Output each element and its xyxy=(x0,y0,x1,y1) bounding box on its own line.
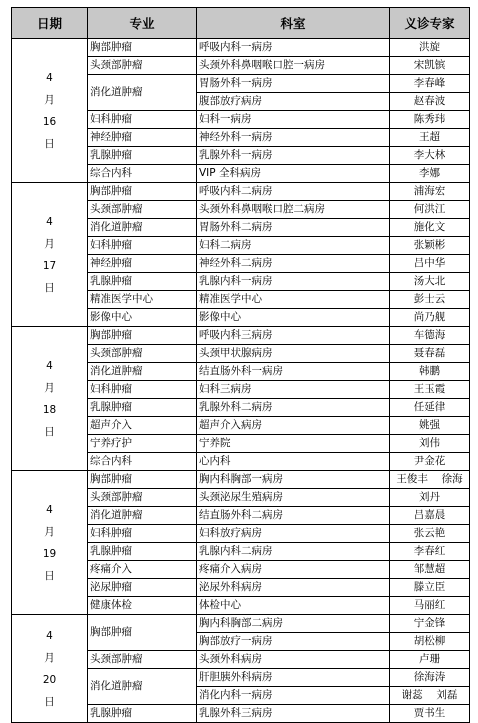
department-cell: 神经外科一病房 xyxy=(197,129,390,147)
department-cell: 乳腺内科二病房 xyxy=(197,543,390,561)
specialty-cell: 头颈部肿瘤 xyxy=(88,57,197,75)
department-cell: 消化内科一病房 xyxy=(197,687,390,705)
expert-cell: 张颖彬 xyxy=(390,237,470,255)
department-cell: 头颈甲状腺病房 xyxy=(197,345,390,363)
department-cell: 呼吸内科二病房 xyxy=(197,183,390,201)
expert-cell: 刘丹 xyxy=(390,489,470,507)
expert-cell: 施化文 xyxy=(390,219,470,237)
department-cell: 胃肠外科二病房 xyxy=(197,219,390,237)
department-cell: 超声介入病房 xyxy=(197,417,390,435)
department-cell: 头颈外科鼻咽喉口腔二病房 xyxy=(197,201,390,219)
department-cell: 结直肠外科一病房 xyxy=(197,363,390,381)
table-row xyxy=(12,183,470,201)
department-cell: 泌尿外科病房 xyxy=(197,579,390,597)
specialty-cell: 消化道肿瘤 xyxy=(88,75,197,111)
expert-cell: 徐海涛 xyxy=(390,669,470,687)
specialty-cell: 消化道肿瘤 xyxy=(88,363,197,381)
specialty-cell: 宁养疗护 xyxy=(88,435,197,453)
department-cell: 乳腺外科三病房 xyxy=(197,705,390,723)
expert-cell: 吕中华 xyxy=(390,255,470,273)
date-cell: 4 月 16 日 xyxy=(12,39,88,183)
expert-cell: 刘伟 xyxy=(390,435,470,453)
department-cell: 结直肠外科二病房 xyxy=(197,507,390,525)
expert-cell: 马丽红 xyxy=(390,597,470,615)
department-cell: VIP 全科病房 xyxy=(197,165,390,183)
department-cell: 神经外科二病房 xyxy=(197,255,390,273)
table-row xyxy=(12,327,470,345)
specialty-cell: 健康体检 xyxy=(88,597,197,615)
department-cell: 妇科一病房 xyxy=(197,111,390,129)
expert-cell: 韩鹏 xyxy=(390,363,470,381)
expert-cell: 宁金锋 xyxy=(390,615,470,633)
specialty-cell: 综合内科 xyxy=(88,165,197,183)
header-specialty: 专业 xyxy=(88,8,197,39)
specialty-cell: 消化道肿瘤 xyxy=(88,669,197,705)
specialty-cell: 乳腺肿瘤 xyxy=(88,399,197,417)
date-cell: 4 月 17 日 xyxy=(12,183,88,327)
table-row xyxy=(12,615,470,633)
specialty-cell: 乳腺肿瘤 xyxy=(88,705,197,723)
expert-cell: 浦海宏 xyxy=(390,183,470,201)
date-cell: 4 月 19 日 xyxy=(12,471,88,615)
expert-cell: 陈秀玮 xyxy=(390,111,470,129)
expert-cell: 何洪江 xyxy=(390,201,470,219)
expert-cell: 王超 xyxy=(390,129,470,147)
expert-cell: 卢珊 xyxy=(390,651,470,669)
department-cell: 呼吸内科三病房 xyxy=(197,327,390,345)
specialty-cell: 影像中心 xyxy=(88,309,197,327)
department-cell: 疼痛介入病房 xyxy=(197,561,390,579)
department-cell: 头颈泌尿生殖病房 xyxy=(197,489,390,507)
department-cell: 头颈外科病房 xyxy=(197,651,390,669)
schedule-body xyxy=(12,39,470,723)
expert-cell: 李娜 xyxy=(390,165,470,183)
expert-cell: 张云艳 xyxy=(390,525,470,543)
specialty-cell: 胸部肿瘤 xyxy=(88,39,197,57)
department-cell: 影像中心 xyxy=(197,309,390,327)
date-cell: 4 月 18 日 xyxy=(12,327,88,471)
department-cell: 乳腺内科一病房 xyxy=(197,273,390,291)
header-department: 科室 xyxy=(197,8,390,39)
specialty-cell: 乳腺肿瘤 xyxy=(88,543,197,561)
department-cell: 妇科三病房 xyxy=(197,381,390,399)
specialty-cell: 妇科肿瘤 xyxy=(88,525,197,543)
table-row xyxy=(12,471,470,489)
specialty-cell: 消化道肿瘤 xyxy=(88,219,197,237)
specialty-cell: 头颈部肿瘤 xyxy=(88,651,197,669)
expert-cell: 李春红 xyxy=(390,543,470,561)
expert-cell: 胡松柳 xyxy=(390,633,470,651)
header-expert: 义诊专家 xyxy=(390,8,470,39)
expert-cell: 姚强 xyxy=(390,417,470,435)
specialty-cell: 胸部肿瘤 xyxy=(88,183,197,201)
schedule-table xyxy=(11,7,470,723)
department-cell: 体检中心 xyxy=(197,597,390,615)
expert-cell: 滕立臣 xyxy=(390,579,470,597)
expert-cell: 彭士云 xyxy=(390,291,470,309)
expert-cell: 尹金花 xyxy=(390,453,470,471)
department-cell: 胸内科胸部二病房 xyxy=(197,615,390,633)
specialty-cell: 头颈部肿瘤 xyxy=(88,201,197,219)
table-row xyxy=(12,39,470,57)
specialty-cell: 头颈部肿瘤 xyxy=(88,489,197,507)
specialty-cell: 神经肿瘤 xyxy=(88,129,197,147)
specialty-cell: 胸部肿瘤 xyxy=(88,615,197,651)
expert-cell: 王俊丰 徐海 xyxy=(390,471,470,489)
expert-cell: 王玉霞 xyxy=(390,381,470,399)
expert-cell: 吕嘉晨 xyxy=(390,507,470,525)
specialty-cell: 泌尿肿瘤 xyxy=(88,579,197,597)
specialty-cell: 乳腺肿瘤 xyxy=(88,147,197,165)
expert-cell: 谢蕊 刘磊 xyxy=(390,687,470,705)
specialty-cell: 精准医学中心 xyxy=(88,291,197,309)
specialty-cell: 乳腺肿瘤 xyxy=(88,273,197,291)
expert-cell: 尚乃舰 xyxy=(390,309,470,327)
specialty-cell: 胸部肿瘤 xyxy=(88,471,197,489)
expert-cell: 邹慧超 xyxy=(390,561,470,579)
department-cell: 呼吸内科一病房 xyxy=(197,39,390,57)
department-cell: 胸部放疗一病房 xyxy=(197,633,390,651)
specialty-cell: 超声介入 xyxy=(88,417,197,435)
specialty-cell: 综合内科 xyxy=(88,453,197,471)
header-date: 日期 xyxy=(12,8,88,39)
department-cell: 肝胆胰外科病房 xyxy=(197,669,390,687)
expert-cell: 李春峰 xyxy=(390,75,470,93)
specialty-cell: 疼痛介入 xyxy=(88,561,197,579)
expert-cell: 汤大北 xyxy=(390,273,470,291)
department-cell: 妇科放疗病房 xyxy=(197,525,390,543)
expert-cell: 聂春磊 xyxy=(390,345,470,363)
department-cell: 腹部放疗病房 xyxy=(197,93,390,111)
expert-cell: 任延律 xyxy=(390,399,470,417)
department-cell: 胸内科胸部一病房 xyxy=(197,471,390,489)
expert-cell: 贾书生 xyxy=(390,705,470,723)
department-cell: 心内科 xyxy=(197,453,390,471)
specialty-cell: 胸部肿瘤 xyxy=(88,327,197,345)
department-cell: 宁养院 xyxy=(197,435,390,453)
department-cell: 精准医学中心 xyxy=(197,291,390,309)
department-cell: 乳腺外科一病房 xyxy=(197,147,390,165)
department-cell: 妇科二病房 xyxy=(197,237,390,255)
specialty-cell: 头颈部肿瘤 xyxy=(88,345,197,363)
header-row xyxy=(12,8,470,39)
expert-cell: 李大林 xyxy=(390,147,470,165)
specialty-cell: 神经肿瘤 xyxy=(88,255,197,273)
expert-cell: 洪旋 xyxy=(390,39,470,57)
expert-cell: 宋凯镔 xyxy=(390,57,470,75)
specialty-cell: 妇科肿瘤 xyxy=(88,381,197,399)
department-cell: 胃肠外科一病房 xyxy=(197,75,390,93)
department-cell: 乳腺外科二病房 xyxy=(197,399,390,417)
specialty-cell: 妇科肿瘤 xyxy=(88,111,197,129)
specialty-cell: 消化道肿瘤 xyxy=(88,507,197,525)
specialty-cell: 妇科肿瘤 xyxy=(88,237,197,255)
date-cell: 4 月 20 日 xyxy=(12,615,88,723)
expert-cell: 赵春波 xyxy=(390,93,470,111)
department-cell: 头颈外科鼻咽喉口腔一病房 xyxy=(197,57,390,75)
expert-cell: 车德海 xyxy=(390,327,470,345)
